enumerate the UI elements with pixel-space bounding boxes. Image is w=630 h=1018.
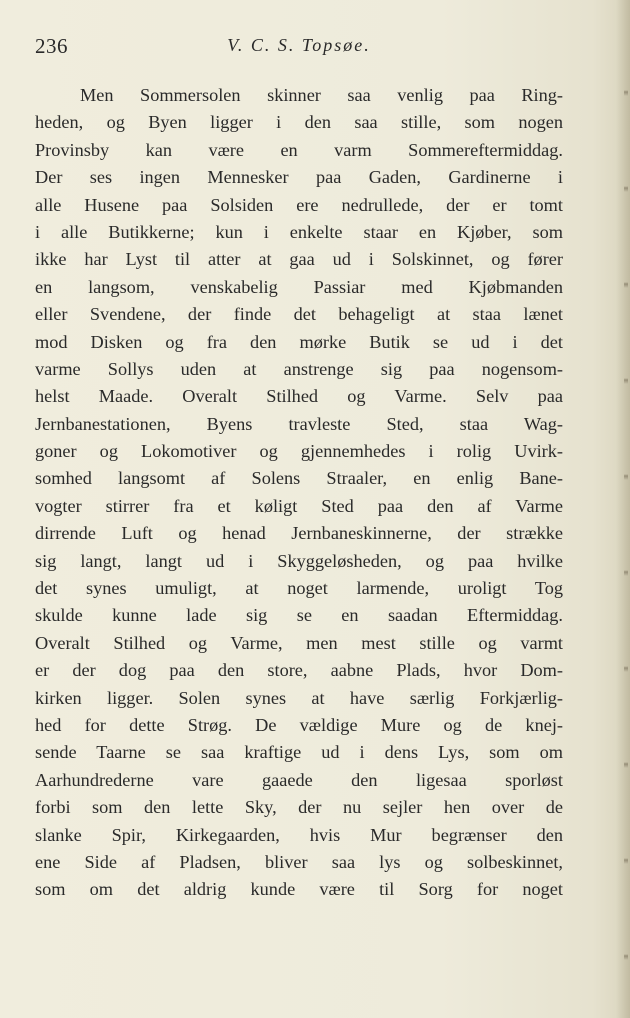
text-line: ikke har Lyst til atter at gaa ud i Solskinnet, og fører	[35, 249, 563, 270]
running-head: V. C. S. Topsøe.	[227, 35, 371, 55]
text-line: i alle Butikkerne; kun i enkelte staar en Kjøber, som	[35, 221, 563, 242]
page-number: 236	[35, 34, 68, 58]
text-line: forbi som den lette Sky, der nu sejler hen over de	[35, 797, 563, 818]
text-line: alle Husene paa Solsiden ere nedrullede, der er tomt	[35, 194, 563, 215]
text-line: Jernbanestationen, Byens travleste Sted, staa Wag-	[35, 413, 563, 434]
text-line: Aarhundrederne vare gaaede den ligesaa sporløst	[35, 769, 563, 790]
text-line: en langsom, venskabelig Passiar med Kjøbmanden	[35, 276, 563, 297]
text-line: sig langt, langt ud i Skyggeløsheden, og paa hvilke	[35, 550, 563, 571]
text-line: sende Taarne se saa kraftige ud i dens Lys, som om	[35, 742, 563, 763]
text-line: dirrende Luft og henad Jernbaneskinnerne, der strække	[35, 523, 563, 544]
text-line: mod Disken og fra den mørke Butik se ud i det	[35, 331, 563, 352]
text-line: heden, og Byen ligger i den saa stille, som nogen	[35, 112, 563, 133]
text-line: skulde kunne lade sig se en saadan Eftermiddag.	[35, 605, 563, 626]
text-line: kirken ligger. Solen synes at have særlig Forkjærlig-	[35, 687, 563, 708]
text-line: er der dog paa den store, aabne Plads, hvor Dom-	[35, 660, 563, 681]
text-line: hed for dette Strøg. De vældige Mure og de knej-	[35, 714, 563, 735]
page-header	[35, 34, 563, 62]
text-line: vogter stirrer fra et køligt Sted paa den af Varme	[35, 495, 563, 516]
text-line: goner og Lokomotiver og gjennemhedes i rolig Uvirk-	[35, 441, 563, 462]
text-line: Men Sommersolen skinner saa venlig paa Ring-	[80, 85, 563, 105]
text-line: Provinsby kan være en varm Sommereftermiddag.	[35, 139, 563, 160]
text-line: varme Sollys uden at anstrenge sig paa nogensom-	[35, 358, 563, 379]
text-line: Overalt Stilhed og Varme, men mest stille og varmt	[35, 632, 563, 653]
text-line: somhed langsomt af Solens Straaler, en enlig Bane-	[35, 468, 563, 489]
text-line: det synes umuligt, at noget larmende, uroligt Tog	[35, 578, 563, 599]
text-line: slanke Spir, Kirkegaarden, hvis Mur begrænser den	[35, 824, 563, 845]
text-line: helst Maade. Overalt Stilhed og Varme. Selv paa	[35, 386, 563, 407]
body-text	[35, 82, 563, 904]
page-edge-marks	[624, 0, 628, 1018]
text-line: eller Svendene, der finde det behageligt at staa lænet	[35, 304, 563, 325]
text-line: Der ses ingen Mennesker paa Gaden, Gardinerne i	[35, 167, 563, 188]
text-line: ene Side af Pladsen, bliver saa lys og solbeskinnet,	[35, 851, 563, 872]
text-line: som om det aldrig kunde være til Sorg for noget	[35, 879, 563, 900]
